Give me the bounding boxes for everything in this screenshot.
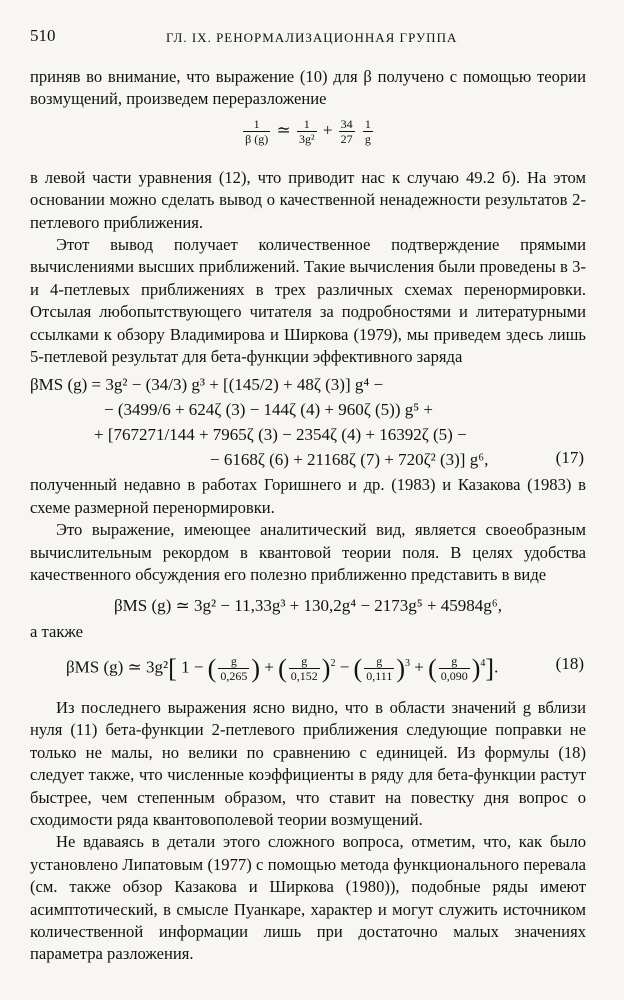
page-number: 510: [30, 26, 56, 45]
paragraph-2: в левой части уравнения (12), что приводит нас к случаю 49.2 б). На этом основании можно сделать вывод о качественной ненадежности результатов 2-петлевого приближения.: [30, 167, 586, 232]
equation-reexpansion: $\frac{1}{\beta (g)}$ ≃ $\frac{1}{\text{3g²}}$ + $\frac{34}{27}$ $\frac{1}{g}$: [245, 116, 371, 146]
paragraph-7: Не вдаваясь в детали этого сложного вопроса, отметим, что, как было установлено Липатовым (1977) с помощью метода функционального перевала (см. также обзор Казакова и Ширкова (1980)), подобные ряды имеют асимптотический, в смысле Пуанкаре, характер и могут служить источником количественной информации лишь при достаточно малых значениях параметра разложения.: [30, 832, 586, 964]
eq17-line-4: − 6168ζ (6) + 21168ζ (7) + 720ζ² (3)] g⁶,: [210, 450, 489, 470]
eq17-line-3: + [767271/144 + 7965ζ (3) − 2354ζ (4) + 16392ζ (5) −: [94, 425, 467, 445]
paragraph-4: полученный недавно в работах Горишнего и др. (1983) и Казакова (1983) в схеме размерной перенормировки.: [30, 475, 586, 517]
page-header: [30, 20, 586, 46]
equation-18: βMS (g) ≃ 3g²[ 1 − ( $\frac{g}{0,265}$ ) + ( $\frac{g}{0,152}$ )$^2$ − ( $\frac{g}{0,111}$ )$^3$ + ( $\frac{g}{0,090}$ )$^4$]. (18): [30, 643, 586, 685]
equation-number-17: (17): [555, 448, 584, 468]
paragraph-3: Этот вывод получает количественное подтверждение прямыми вычислениями высших приближений. Такие вычисления были проведены в 3- и 4-петлевых приближениях в трех различных схемах перенормировки. Отсылая любопытствующего читателя за подробностями и литературными ссылками к обзору Владимирова и Ширкова (1979), мы приведем здесь лишь 5-петлевой результат для бета-функции эффективного заряда: [30, 235, 586, 367]
equation-17: [30, 372, 586, 474]
paragraph-5: Это выражение, имеющее аналитический вид, является своеобразным вычислительным рекордом в квантовой теории поля. В целях удобства качественного обсуждения его полезно приближенно представить в виде: [30, 520, 586, 585]
frac-term2: $\frac{34}{27}$: [340, 116, 353, 146]
equation-numeric: βMS (g) ≃ 3g² − 11,33g³ + 130,2g⁴ − 2173g⁵ + 45984g⁶,: [114, 595, 502, 615]
paragraph-1: приняв во внимание, что выражение (10) для β получено с помощью теории возмущений, произведем переразложение: [30, 67, 586, 109]
book-page: [30, 20, 586, 966]
frac-term1: $\frac{1}{\text{3g²}}$: [298, 116, 315, 146]
eq17-line-2: − (3499/6 + 624ζ (3) − 144ζ (4) + 960ζ (5)) g⁵ +: [104, 400, 433, 420]
eq17-line-1: βMS (g) = 3g² − (34/3) g³ + [(145/2) + 48ζ (3)] g⁴ −: [30, 375, 384, 395]
frac-term3: $\frac{1}{g}$: [364, 116, 371, 146]
paragraph-6: Из последнего выражения ясно видно, что в области значений g вблизи нуля (11) бета-функции 2-петлевого приближения следующие поправки не только не малы, но велики по сравнению с единицей. Из формулы (18) следует также, что численные коэффициенты в ряду для бета-функции растут быстрее, чем степенным образом, что ставит на повестку дня вопрос о сходимости ряда квантовополевой теории возмущений.: [30, 697, 586, 829]
equation-number-18: (18): [555, 653, 584, 673]
running-title: ГЛ. IX. РЕНОРМАЛИЗАЦИОННАЯ ГРУППА: [166, 30, 458, 45]
frac-lhs: $\frac{1}{\beta (g)}$: [245, 116, 269, 146]
also-label: а также: [30, 621, 84, 641]
